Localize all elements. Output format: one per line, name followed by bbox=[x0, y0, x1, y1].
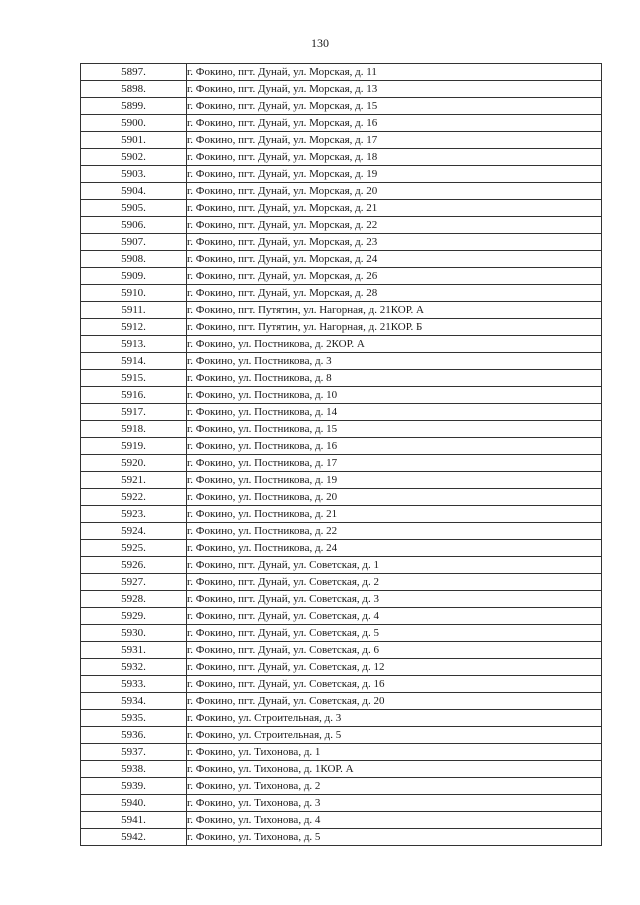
row-number: 5934. bbox=[81, 693, 187, 710]
table-row bbox=[81, 370, 602, 387]
row-address: г. Фокино, ул. Постникова, д. 3 bbox=[187, 353, 602, 370]
address-table-body bbox=[81, 64, 602, 846]
table-row bbox=[81, 455, 602, 472]
row-address: г. Фокино, ул. Постникова, д. 21 bbox=[187, 506, 602, 523]
table-row bbox=[81, 829, 602, 846]
row-number: 5906. bbox=[81, 217, 187, 234]
row-address: г. Фокино, ул. Тихонова, д. 2 bbox=[187, 778, 602, 795]
table-row bbox=[81, 421, 602, 438]
row-number: 5914. bbox=[81, 353, 187, 370]
row-address: г. Фокино, пгт. Дунай, ул. Морская, д. 13 bbox=[187, 81, 602, 98]
row-number: 5942. bbox=[81, 829, 187, 846]
row-address: г. Фокино, пгт. Дунай, ул. Морская, д. 22 bbox=[187, 217, 602, 234]
row-number: 5899. bbox=[81, 98, 187, 115]
row-number: 5917. bbox=[81, 404, 187, 421]
row-address: г. Фокино, пгт. Путятин, ул. Нагорная, д. 21КОР. А bbox=[187, 302, 602, 319]
row-number: 5930. bbox=[81, 625, 187, 642]
row-address: г. Фокино, пгт. Дунай, ул. Морская, д. 21 bbox=[187, 200, 602, 217]
row-address: г. Фокино, ул. Постникова, д. 8 bbox=[187, 370, 602, 387]
table-row bbox=[81, 761, 602, 778]
row-address: г. Фокино, ул. Постникова, д. 14 bbox=[187, 404, 602, 421]
row-address: г. Фокино, ул. Постникова, д. 20 bbox=[187, 489, 602, 506]
table-row bbox=[81, 727, 602, 744]
table-row bbox=[81, 166, 602, 183]
table-row bbox=[81, 472, 602, 489]
row-address: г. Фокино, пгт. Дунай, ул. Советская, д. 1 bbox=[187, 557, 602, 574]
table-row bbox=[81, 251, 602, 268]
address-table bbox=[80, 63, 602, 846]
row-address: г. Фокино, ул. Постникова, д. 22 bbox=[187, 523, 602, 540]
row-number: 5909. bbox=[81, 268, 187, 285]
table-row bbox=[81, 353, 602, 370]
table-row bbox=[81, 98, 602, 115]
row-address: г. Фокино, пгт. Дунай, ул. Советская, д. 4 bbox=[187, 608, 602, 625]
table-row bbox=[81, 81, 602, 98]
table-row bbox=[81, 608, 602, 625]
row-address: г. Фокино, ул. Постникова, д. 19 bbox=[187, 472, 602, 489]
row-address: г. Фокино, пгт. Дунай, ул. Морская, д. 11 bbox=[187, 64, 602, 81]
table-row bbox=[81, 574, 602, 591]
table-row bbox=[81, 744, 602, 761]
row-number: 5936. bbox=[81, 727, 187, 744]
row-address: г. Фокино, ул. Постникова, д. 2КОР. А bbox=[187, 336, 602, 353]
row-address: г. Фокино, пгт. Дунай, ул. Морская, д. 16 bbox=[187, 115, 602, 132]
row-address: г. Фокино, пгт. Дунай, ул. Советская, д. 2 bbox=[187, 574, 602, 591]
row-address: г. Фокино, пгт. Путятин, ул. Нагорная, д. 21КОР. Б bbox=[187, 319, 602, 336]
row-address: г. Фокино, пгт. Дунай, ул. Морская, д. 15 bbox=[187, 98, 602, 115]
row-number: 5932. bbox=[81, 659, 187, 676]
row-number: 5911. bbox=[81, 302, 187, 319]
table-row bbox=[81, 285, 602, 302]
row-number: 5908. bbox=[81, 251, 187, 268]
row-number: 5927. bbox=[81, 574, 187, 591]
row-address: г. Фокино, пгт. Дунай, ул. Морская, д. 26 bbox=[187, 268, 602, 285]
row-address: г. Фокино, ул. Постникова, д. 16 bbox=[187, 438, 602, 455]
table-row bbox=[81, 183, 602, 200]
table-row bbox=[81, 489, 602, 506]
row-address: г. Фокино, пгт. Дунай, ул. Морская, д. 18 bbox=[187, 149, 602, 166]
table-row bbox=[81, 200, 602, 217]
row-number: 5926. bbox=[81, 557, 187, 574]
row-address: г. Фокино, ул. Постникова, д. 17 bbox=[187, 455, 602, 472]
row-number: 5939. bbox=[81, 778, 187, 795]
row-number: 5925. bbox=[81, 540, 187, 557]
row-address: г. Фокино, пгт. Дунай, ул. Морская, д. 24 bbox=[187, 251, 602, 268]
table-row bbox=[81, 302, 602, 319]
row-address: г. Фокино, пгт. Дунай, ул. Советская, д. 12 bbox=[187, 659, 602, 676]
row-address: г. Фокино, пгт. Дунай, ул. Советская, д. 6 bbox=[187, 642, 602, 659]
row-address: г. Фокино, пгт. Дунай, ул. Советская, д. 3 bbox=[187, 591, 602, 608]
row-number: 5935. bbox=[81, 710, 187, 727]
table-row bbox=[81, 676, 602, 693]
row-address: г. Фокино, пгт. Дунай, ул. Морская, д. 23 bbox=[187, 234, 602, 251]
table-row bbox=[81, 506, 602, 523]
table-row bbox=[81, 812, 602, 829]
row-address: г. Фокино, пгт. Дунай, ул. Советская, д. 16 bbox=[187, 676, 602, 693]
row-number: 5931. bbox=[81, 642, 187, 659]
table-row bbox=[81, 149, 602, 166]
row-number: 5903. bbox=[81, 166, 187, 183]
row-address: г. Фокино, ул. Тихонова, д. 3 bbox=[187, 795, 602, 812]
table-row bbox=[81, 693, 602, 710]
table-row bbox=[81, 642, 602, 659]
row-number: 5900. bbox=[81, 115, 187, 132]
row-address: г. Фокино, ул. Тихонова, д. 1КОР. А bbox=[187, 761, 602, 778]
row-address: г. Фокино, пгт. Дунай, ул. Морская, д. 20 bbox=[187, 183, 602, 200]
row-number: 5904. bbox=[81, 183, 187, 200]
table-row bbox=[81, 540, 602, 557]
table-row bbox=[81, 795, 602, 812]
row-number: 5941. bbox=[81, 812, 187, 829]
row-number: 5901. bbox=[81, 132, 187, 149]
row-number: 5940. bbox=[81, 795, 187, 812]
table-row bbox=[81, 710, 602, 727]
row-number: 5938. bbox=[81, 761, 187, 778]
row-number: 5910. bbox=[81, 285, 187, 302]
row-address: г. Фокино, ул. Строительная, д. 3 bbox=[187, 710, 602, 727]
table-row bbox=[81, 268, 602, 285]
table-row bbox=[81, 778, 602, 795]
row-number: 5920. bbox=[81, 455, 187, 472]
row-number: 5912. bbox=[81, 319, 187, 336]
row-address: г. Фокино, ул. Тихонова, д. 1 bbox=[187, 744, 602, 761]
row-address: г. Фокино, ул. Постникова, д. 24 bbox=[187, 540, 602, 557]
row-number: 5902. bbox=[81, 149, 187, 166]
table-row bbox=[81, 659, 602, 676]
row-address: г. Фокино, пгт. Дунай, ул. Советская, д. 20 bbox=[187, 693, 602, 710]
table-row bbox=[81, 64, 602, 81]
row-address: г. Фокино, ул. Тихонова, д. 5 bbox=[187, 829, 602, 846]
row-number: 5929. bbox=[81, 608, 187, 625]
row-number: 5937. bbox=[81, 744, 187, 761]
row-number: 5905. bbox=[81, 200, 187, 217]
row-number: 5928. bbox=[81, 591, 187, 608]
table-row bbox=[81, 132, 602, 149]
row-number: 5918. bbox=[81, 421, 187, 438]
table-row bbox=[81, 234, 602, 251]
row-number: 5913. bbox=[81, 336, 187, 353]
table-row bbox=[81, 115, 602, 132]
row-address: г. Фокино, ул. Строительная, д. 5 bbox=[187, 727, 602, 744]
row-number: 5933. bbox=[81, 676, 187, 693]
table-row bbox=[81, 319, 602, 336]
table-row bbox=[81, 438, 602, 455]
row-number: 5921. bbox=[81, 472, 187, 489]
row-address: г. Фокино, пгт. Дунай, ул. Морская, д. 28 bbox=[187, 285, 602, 302]
table-row bbox=[81, 387, 602, 404]
row-number: 5922. bbox=[81, 489, 187, 506]
row-address: г. Фокино, пгт. Дунай, ул. Морская, д. 19 bbox=[187, 166, 602, 183]
table-row bbox=[81, 523, 602, 540]
row-address: г. Фокино, ул. Постникова, д. 10 bbox=[187, 387, 602, 404]
row-address: г. Фокино, пгт. Дунай, ул. Советская, д. 5 bbox=[187, 625, 602, 642]
table-row bbox=[81, 557, 602, 574]
row-number: 5915. bbox=[81, 370, 187, 387]
row-number: 5898. bbox=[81, 81, 187, 98]
table-row bbox=[81, 217, 602, 234]
row-number: 5907. bbox=[81, 234, 187, 251]
row-number: 5923. bbox=[81, 506, 187, 523]
row-address: г. Фокино, ул. Постникова, д. 15 bbox=[187, 421, 602, 438]
row-address: г. Фокино, пгт. Дунай, ул. Морская, д. 17 bbox=[187, 132, 602, 149]
row-address: г. Фокино, ул. Тихонова, д. 4 bbox=[187, 812, 602, 829]
row-number: 5897. bbox=[81, 64, 187, 81]
row-number: 5916. bbox=[81, 387, 187, 404]
row-number: 5924. bbox=[81, 523, 187, 540]
table-row bbox=[81, 591, 602, 608]
table-row bbox=[81, 336, 602, 353]
page-number: 130 bbox=[311, 36, 329, 50]
table-row bbox=[81, 404, 602, 421]
row-number: 5919. bbox=[81, 438, 187, 455]
table-row bbox=[81, 625, 602, 642]
